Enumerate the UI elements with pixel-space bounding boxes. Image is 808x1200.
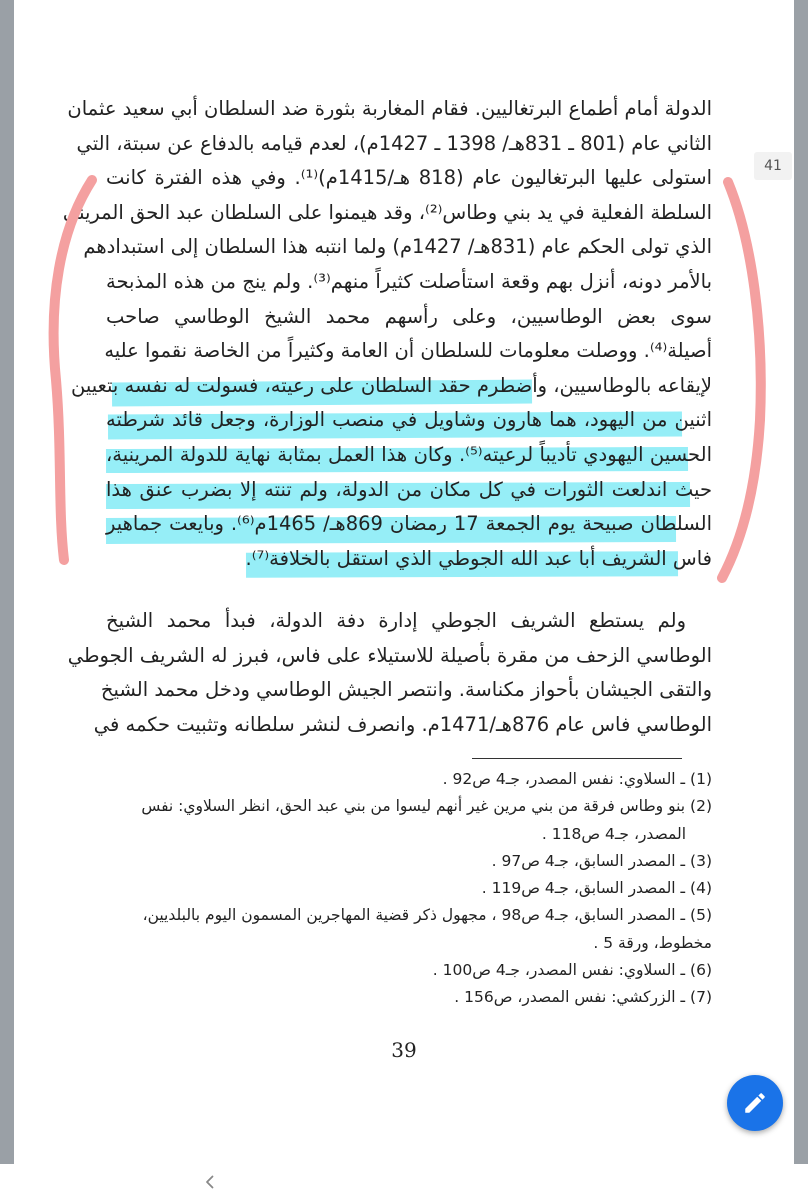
paragraph-2 [67,604,712,742]
text-line: السلطة الفعلية في يد بني وطاس⁽²⁾، وقد هيمنوا على السلطان عبد الحق المريني [62,200,712,224]
footnote-6: (6) ـ السلاوي: نفس المصدر، جـ4 ص100 . [432,961,712,980]
page-number: 39 [391,1038,417,1062]
text-line: الحسين اليهودي تأديباً لرعيته⁽⁵⁾. وكان هذا العمل بمثابة نهاية للدولة المرينية، [106,442,712,466]
text-line: استولى عليها البرتغاليون عام (818 هـ/1415م)⁽¹⁾. وفي هذه الفترة كانت [106,166,712,190]
footnote-3: (3) ـ المصدر السابق، جـ4 ص97 . [491,851,712,870]
footnotes [106,766,712,1012]
text-line: الدولة أمام أطماع البرتغاليين. فقام المغاربة بثورة ضد السلطان أبي سعيد عثمان [67,97,712,120]
footnote-7: (7) ـ الزركشي: نفس المصدر، ص156 . [454,988,712,1007]
text-line: حيث اندلعت الثورات في كل مكان من الدولة، ولم تنته إلا بضرب عنق هذا [106,477,712,501]
text-line: لإيقاعه بالوطاسيين، وأضطرم حقد السلطان على رعيته، فسولت له نفسه بتعيين [70,373,712,397]
text-line: الذي تولى الحكم عام (831هـ/ 1427م) ولما انتبه هذا السلطان إلى استبدادهم [83,235,712,259]
edit-fab-button[interactable] [727,1075,783,1131]
paragraph-1 [62,92,713,576]
text-line: أصيلة⁽⁴⁾. ووصلت معلومات للسلطان أن العامة وكثيراً من الخاصة نقموا عليه [104,339,712,363]
text-line: ولم يستطع الشريف الجوطي إدارة دفة الدولة، فبدأ محمد الشيخ [106,609,686,632]
pencil-icon [742,1090,768,1116]
text-line: بالأمر دونه، أنزل بهم وقعة استأصلت كثيراً منهم⁽³⁾. ولم ينج من هذه المذبحة [106,269,713,293]
text-line: سوى بعض الوطاسيين، وعلى رأسهم محمد الشيخ الوطاسي صاحب [106,304,712,328]
document-page [14,0,794,1164]
text-line: السلطان صبيحة يوم الجمعة 17 رمضان 869هـ/ 1465م⁽⁶⁾. وبايعت جماهير [106,512,712,536]
system-nav-bar [0,1164,808,1200]
chevron-left-icon [202,1174,218,1190]
footnote-5: (5) ـ المصدر السابق، جـ4 ص98 ، مجهول ذكر قضية المهاجرين المسمون اليوم بالبلديين، مخطوط، ورقة 5 . [142,906,712,952]
text-line: اثنين من اليهود، هما هارون وشاويل في منصب الوزارة، وجعل قائد شرطته [106,408,712,432]
footnote-2: (2) بنو وطاس فرقة من بني مرين غير أنهم ليسوا من بني عبد الحق، انظر السلاوي: نفس المصدر، جـ4 ص118 . [141,797,712,843]
text-line: الثاني عام (801 ـ 831هـ/ 1398 ـ 1427م)، لعدم قيامه بالدفاع عن سبتة، التي [76,131,712,155]
text-line: والتقى الجيشان بأحواز مكناسة. وانتصر الجيش الوطاسي ودخل محمد الشيخ [100,678,712,702]
footnote-1: (1) ـ السلاوي: نفس المصدر، جـ4 ص92 . [442,770,712,788]
footnote-divider [472,758,682,759]
page-indicator: 41 [754,152,792,180]
text-line: الوطاسي الزحف من مقرة بأصيلة للاستيلاء على فاس، فبرز له الشريف الجوطي [67,643,712,667]
text-line: الوطاسي فاس عام 876هـ/1471م. وانصرف لنشر سلطانه وتثبيت حكمه في [93,712,712,736]
footnote-4: (4) ـ المصدر السابق، جـ4 ص119 . [481,879,712,898]
text-line: فاس الشريف أبا عبد الله الجوطي الذي استقل بالخلافة⁽⁷⁾. [245,546,712,570]
nav-back-button[interactable] [196,1168,224,1196]
